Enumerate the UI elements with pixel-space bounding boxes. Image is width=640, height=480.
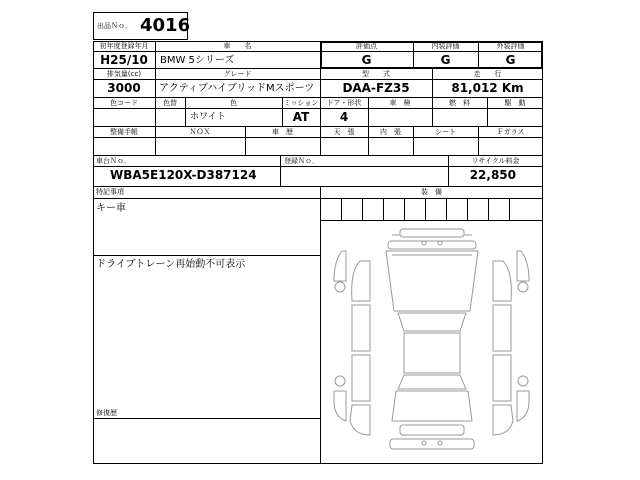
color-label: 色 bbox=[230, 99, 237, 107]
doors-label: ドア・形状 bbox=[326, 99, 362, 107]
model-value: DAA-FZ35 bbox=[342, 81, 410, 95]
doors-value: 4 bbox=[339, 110, 349, 124]
chassis-value: WBA5E120X-D387124 bbox=[110, 168, 257, 182]
interior-value: G bbox=[440, 53, 451, 67]
history-label: 車 歴 bbox=[272, 128, 293, 136]
f-glass-label: Ｆガラス bbox=[496, 128, 525, 136]
model-label: 型 式 bbox=[362, 70, 390, 78]
inner-trim-label: 内 張 bbox=[380, 128, 401, 136]
displacement-value: 3000 bbox=[107, 81, 141, 95]
exterior-value: G bbox=[505, 53, 516, 67]
model-name-value: BMW 5シリーズ bbox=[160, 55, 235, 66]
exterior-label: 外装評価 bbox=[496, 42, 525, 50]
fuel-label: 燃 料 bbox=[449, 99, 470, 107]
notes-line-1: キー車 bbox=[96, 203, 126, 214]
recycle-label: リサイクル料金 bbox=[471, 157, 520, 165]
color-value: ホワイト bbox=[190, 112, 226, 122]
chassis-label: 車台Ｎｏ． bbox=[96, 157, 131, 165]
mission-value: AT bbox=[292, 110, 310, 124]
mileage-value: 81,012 Km bbox=[451, 81, 524, 95]
sunroof-label: 天 張 bbox=[333, 128, 355, 136]
inspection-label: 車 検 bbox=[389, 99, 411, 107]
listing-number: 4016 bbox=[140, 15, 191, 36]
grade-label: グレード bbox=[223, 70, 252, 78]
mileage-label: 走 行 bbox=[473, 70, 502, 78]
grade-value: アクティブハイブリッドMスポーツ bbox=[159, 83, 315, 94]
notes-label: 特記事項 bbox=[96, 188, 124, 196]
first-reg-value: H25/10 bbox=[100, 53, 148, 67]
notes-line-2: ドライブトレーン再始動不可表示 bbox=[96, 259, 246, 270]
listing-number-box bbox=[93, 12, 191, 40]
color-no-label: 色替 bbox=[163, 99, 177, 107]
rating-label: 評価点 bbox=[356, 42, 377, 50]
equipment-label: 整備手帳 bbox=[110, 128, 138, 136]
car-damage-diagram bbox=[320, 221, 543, 464]
model-name-label: 車 名 bbox=[223, 42, 252, 50]
rating-value: G bbox=[361, 53, 372, 67]
nox-label: ＮＯＸ bbox=[189, 128, 211, 136]
displacement-label: 排気量(cc) bbox=[106, 70, 142, 78]
interior-label: 内装評価 bbox=[431, 42, 460, 50]
mission-label: ミッション bbox=[283, 99, 319, 107]
drive-label: 駆 動 bbox=[504, 99, 526, 107]
reg-no-label: 登録Ｎｏ． bbox=[284, 157, 319, 165]
recycle-value: 22,850 bbox=[469, 168, 516, 182]
first-reg-label: 初年度登録年月 bbox=[99, 42, 149, 50]
color-code-label: 色コード bbox=[110, 99, 138, 107]
seat-label: シート bbox=[435, 128, 456, 136]
listing-number-label: 出品Ｎｏ． bbox=[97, 22, 132, 30]
repair-label: 修復歴 bbox=[96, 409, 117, 417]
options-label: 装 備 bbox=[421, 188, 442, 196]
